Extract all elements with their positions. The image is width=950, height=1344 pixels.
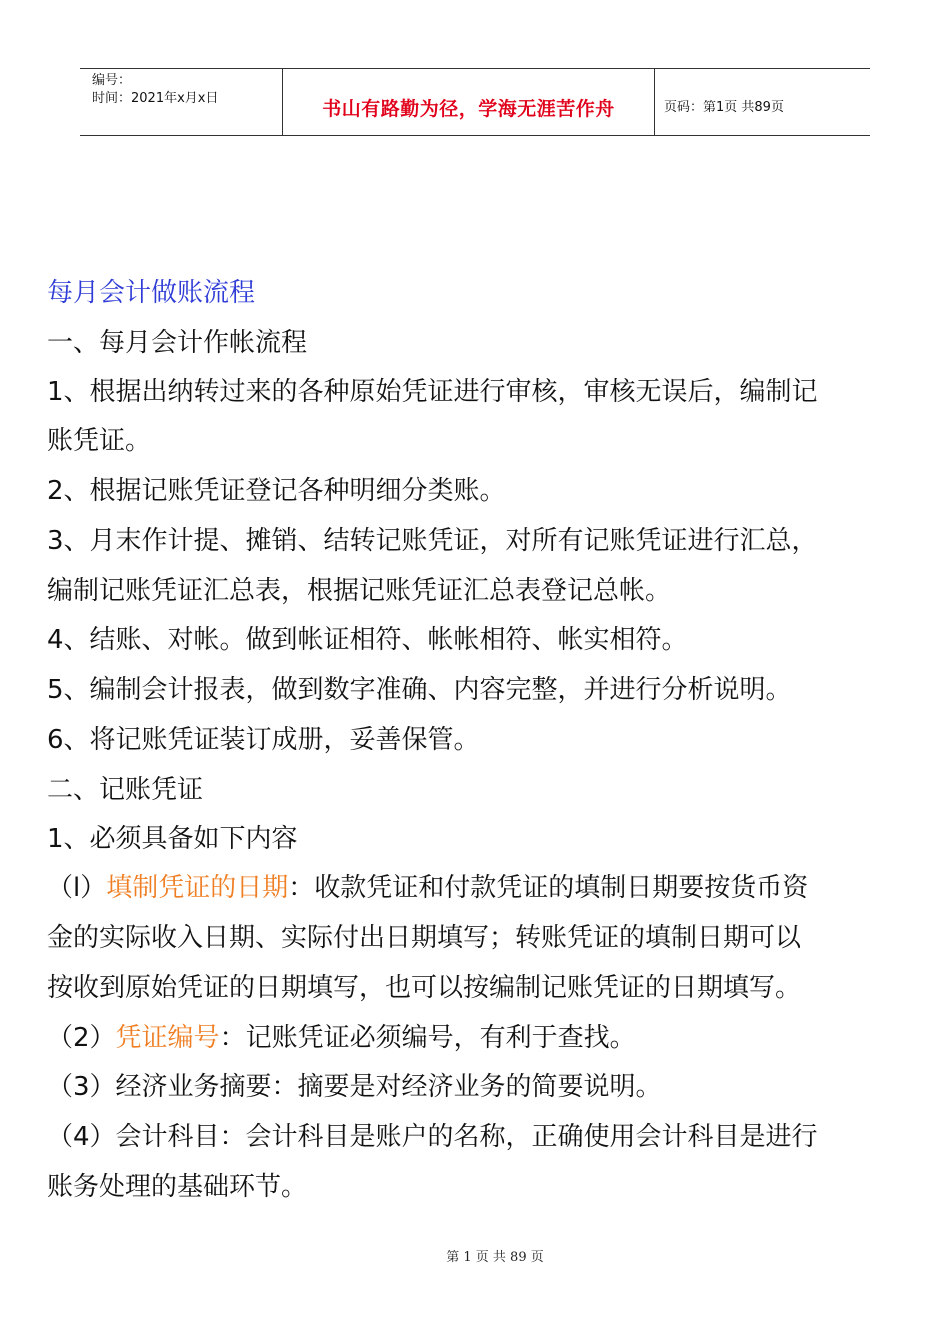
list-item-3-line-1: 3、月末作计提、摊销、结转记账凭证，对所有记账凭证进行汇总，: [47, 526, 818, 556]
serial-number-label: 编号：: [92, 73, 132, 88]
header-motto-cell: [282, 69, 655, 135]
paragraph-1-highlight: 填制凭证的日期: [106, 873, 289, 903]
paragraph-4-line-1: （4）会计科目：会计科目是账户的名称，正确使用会计科目是进行: [47, 1122, 818, 1152]
section-heading-2: 二、记账凭证: [47, 775, 204, 805]
paragraph-2: [47, 1021, 636, 1055]
header-page-info: 页码：第1页 共89页: [664, 100, 784, 115]
header-meta-cell: [80, 69, 282, 135]
paragraph-4-line-2: 账务处理的基础环节。: [47, 1172, 308, 1202]
section-heading-1: 一、每月会计作帐流程: [47, 328, 308, 358]
list-item-6: 6、将记账凭证装订成册，妥善保管。: [47, 725, 480, 755]
sub-heading-1: 1、必须具备如下内容: [47, 824, 298, 854]
paragraph-1-rest: ：收款凭证和付款凭证的填制日期要按货币资: [288, 873, 809, 903]
list-item-1-line-1: 1、根据出纳转过来的各种原始凭证进行审核，审核无误后，编制记: [47, 377, 818, 407]
page-footer: 第 1 页 共 89 页: [446, 1250, 544, 1265]
paragraph-1-line-1: [47, 871, 808, 905]
paragraph-3: （3）经济业务摘要：摘要是对经济业务的简要说明。: [47, 1072, 662, 1102]
list-item-1-line-2: 账凭证。: [47, 426, 152, 456]
date-label: 时间：2021年x月x日: [92, 91, 219, 106]
paragraph-2-rest: ：记账凭证必须编号，有利于查找。: [219, 1023, 636, 1053]
paragraph-1-prefix: （l）: [47, 873, 107, 903]
list-item-3-line-2: 编制记账凭证汇总表，根据记账凭证汇总表登记总帐。: [47, 576, 672, 606]
list-item-5: 5、编制会计报表，做到数字准确、内容完整，并进行分析说明。: [47, 675, 792, 705]
list-item-4: 4、结账、对帐。做到帐证相符、帐帐相符、帐实相符。: [47, 625, 688, 655]
list-item-2: 2、根据记账凭证登记各种明细分类账。: [47, 476, 506, 506]
document-title: 每月会计做账流程: [47, 278, 256, 308]
paragraph-1-line-3: 按收到原始凭证的日期填写，也可以按编制记账凭证的日期填写。: [47, 973, 802, 1003]
paragraph-2-prefix: （2）: [47, 1023, 116, 1053]
paragraph-2-highlight: 凭证编号: [115, 1023, 220, 1053]
document-header: [80, 68, 870, 136]
header-page-cell: [655, 69, 870, 135]
paragraph-1-line-2: 金的实际收入日期、实际付出日期填写；转账凭证的填制日期可以: [47, 923, 802, 953]
motto-text: 书山有路勤为径，学海无涯苦作舟: [322, 98, 615, 120]
